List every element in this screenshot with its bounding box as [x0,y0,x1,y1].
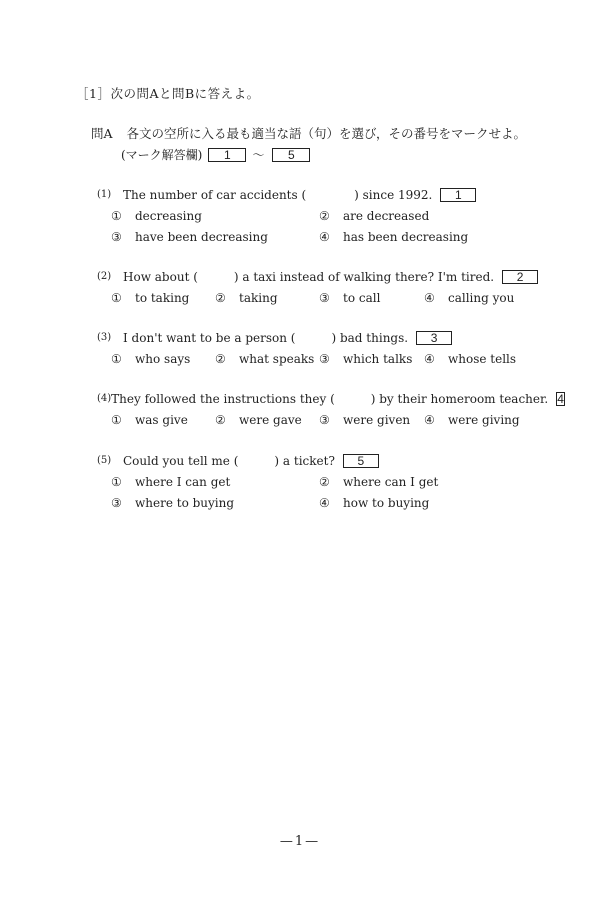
question-number: (2) [97,271,112,282]
choice-text: where I can get [135,475,231,489]
answer-box: 5 [343,454,379,468]
choice-text: whose tells [448,352,517,366]
choice-text: calling you [448,291,515,305]
choice-3[interactable] [111,230,268,244]
choice-mark: ④ [319,230,330,244]
choice-text: are decreased [343,209,430,223]
choice-mark: ③ [319,291,330,305]
question-stem [97,186,557,203]
choice-text: how to buying [343,496,430,510]
answer-box: 1 [440,188,476,202]
choice-list [97,475,557,517]
choice-mark: ② [215,413,226,427]
choice-mark: ④ [424,413,435,427]
question-text: They followed the instructions they ( ) by their homeroom teacher. [111,392,549,406]
choice-mark: ④ [424,352,435,366]
choice-mark: ③ [111,230,122,244]
question-text: Could you tell me ( ) a ticket? [123,454,335,468]
choice-mark: ① [111,352,122,366]
choice-3[interactable] [319,291,380,305]
choice-text: were giving [448,413,520,427]
choice-3[interactable] [111,496,234,510]
answer-range [121,146,314,163]
range-tilde: ～ [252,148,265,162]
answer-box: 2 [502,270,538,284]
choice-list [97,413,557,435]
choice-text: was give [135,413,188,427]
choice-mark: ④ [319,496,330,510]
question-3 [97,329,557,374]
part-a-instruction [91,124,526,142]
choice-4[interactable] [424,413,520,427]
choice-4[interactable] [424,352,516,366]
question-stem [97,329,557,346]
answer-box-start: 1 [208,148,246,162]
question-5 [97,452,557,517]
question-stem [97,268,557,285]
choice-4[interactable] [319,230,468,244]
question-number: (4) [97,393,112,404]
choice-mark: ③ [319,413,330,427]
choice-2[interactable] [319,209,429,223]
question-stem [97,390,564,407]
page-number: —1— [279,834,321,849]
choice-text: to taking [135,291,190,305]
choice-text: which talks [343,352,413,366]
choice-mark: ① [111,291,122,305]
choice-text: taking [239,291,278,305]
choice-mark: ④ [424,291,435,305]
question-1 [97,186,557,251]
choice-1[interactable] [111,413,188,427]
choice-1[interactable] [111,291,189,305]
choice-text: were given [343,413,411,427]
choice-text: have been decreasing [135,230,268,244]
question-text: The number of car accidents ( ) since 1992. [123,188,433,202]
choice-1[interactable] [111,352,190,366]
choice-text: decreasing [135,209,202,223]
choice-mark: ② [215,352,226,366]
choice-4[interactable] [319,496,429,510]
answer-box: 4 [557,391,564,406]
choice-text: where to buying [135,496,235,510]
answer-range-label: (マーク解答欄) [121,148,203,162]
choice-mark: ① [111,209,122,223]
question-text: How about ( ) a taxi instead of walking there? I'm tired. [123,270,495,284]
choice-4[interactable] [424,291,514,305]
choice-list [97,291,557,313]
choice-mark: ③ [319,352,330,366]
answer-box: 3 [416,331,452,345]
choice-mark: ① [111,413,122,427]
question-text: I don't want to be a person ( ) bad things. [123,331,409,345]
choice-1[interactable] [111,475,230,489]
question-number: (5) [97,455,112,466]
choice-text: what speaks [239,352,315,366]
choice-list [97,352,557,374]
choice-text: were gave [239,413,302,427]
choice-2[interactable] [215,413,302,427]
choice-mark: ① [111,475,122,489]
question-stem [97,452,557,469]
part-a-label: 問A [91,126,113,141]
choice-mark: ② [215,291,226,305]
choice-mark: ③ [111,496,122,510]
choice-text: has been decreasing [343,230,469,244]
choice-3[interactable] [319,413,410,427]
choice-3[interactable] [319,352,412,366]
choice-mark: ② [319,209,330,223]
choice-mark: ② [319,475,330,489]
choice-text: who says [135,352,191,366]
choice-2[interactable] [215,352,314,366]
question-4 [97,390,564,435]
choice-text: to call [343,291,381,305]
question-number: (1) [97,189,112,200]
choice-1[interactable] [111,209,202,223]
part-a-instruction-text: 各文の空所に入る最も適当な語（句）を選び，その番号をマークせよ。 [126,126,527,141]
question-2 [97,268,557,313]
section-heading: ［1］次の問Aと問Bに答えよ。 [76,86,260,101]
choice-list [97,209,557,251]
answer-box-end: 5 [272,148,310,162]
question-number: (3) [97,332,112,343]
choice-text: where can I get [343,475,439,489]
choice-2[interactable] [319,475,438,489]
choice-2[interactable] [215,291,278,305]
